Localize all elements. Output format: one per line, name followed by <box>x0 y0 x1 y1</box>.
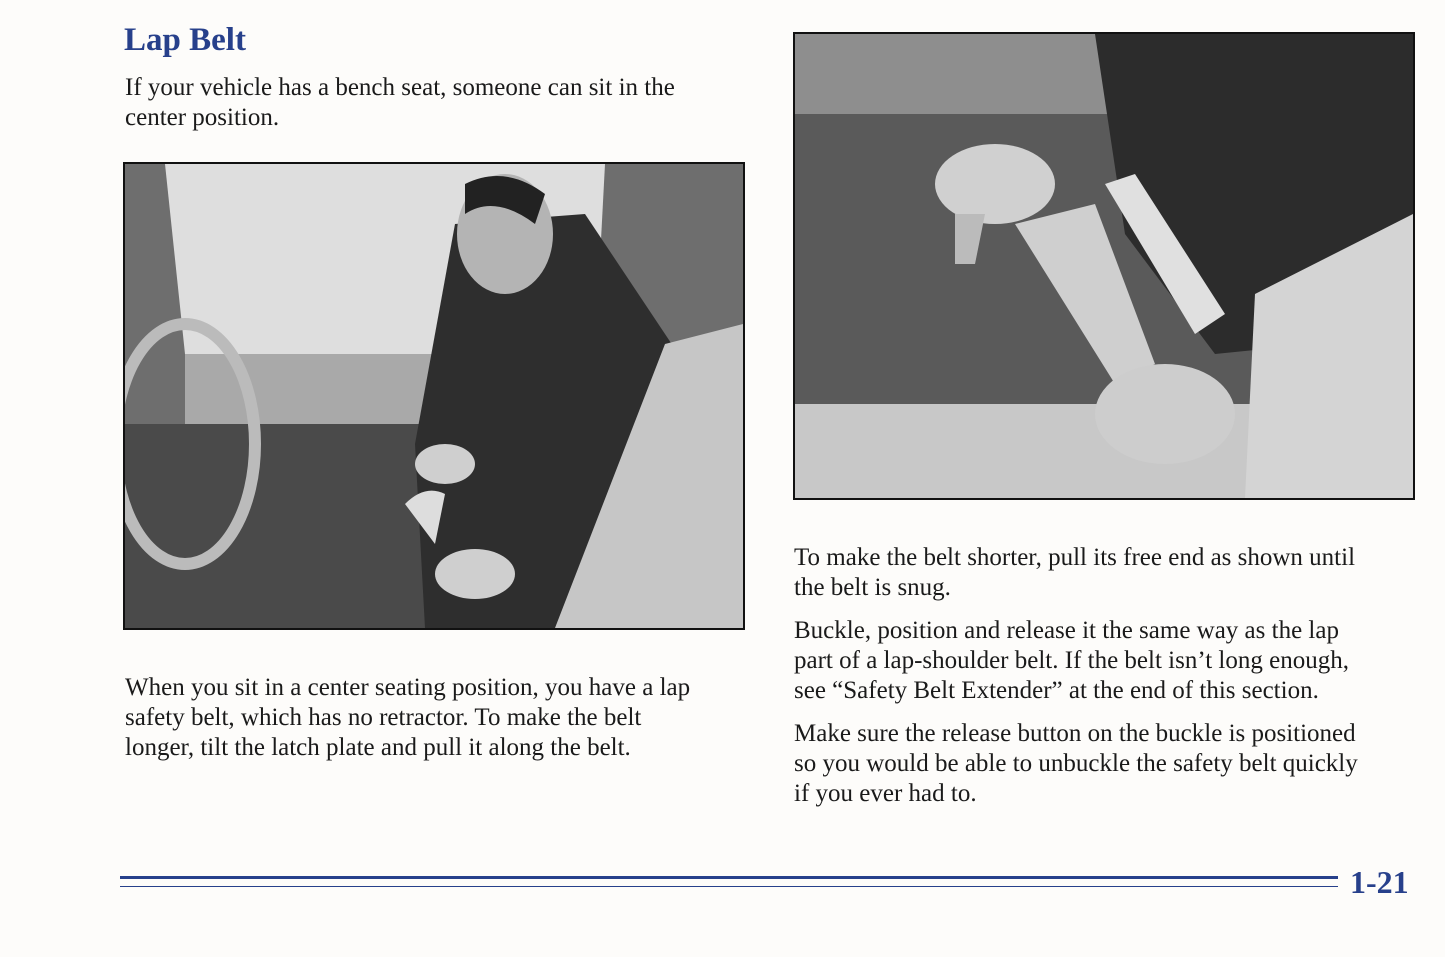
text-line: center position. <box>125 104 280 131</box>
footer-rule-thin <box>120 886 1338 887</box>
text-line: If your vehicle has a bench seat, someone can sit in the <box>125 74 675 101</box>
intro-paragraph <box>125 73 675 133</box>
text-line: see “Safety Belt Extender” at the end of this section. <box>794 677 1319 704</box>
page-number: 1-21 <box>1350 864 1409 900</box>
text-line: When you sit in a center seating position, you have a lap <box>125 674 691 701</box>
text-line: part of a lap-shoulder belt. If the belt isn’t long enough, <box>794 647 1349 674</box>
footer-rule-thick <box>120 876 1338 879</box>
text-line: so you would be able to unbuckle the safety belt quickly <box>794 750 1358 777</box>
lap-belt-illustration <box>123 162 745 630</box>
illustration-man-adjusting-lap-belt-icon <box>125 164 743 628</box>
buckle-paragraph <box>794 616 1349 706</box>
page-title: Lap Belt <box>124 22 246 58</box>
center-seat-paragraph <box>125 673 690 763</box>
text-line: if you ever had to. <box>794 780 977 807</box>
shorten-belt-paragraph <box>794 543 1355 603</box>
text-line: longer, tilt the latch plate and pull it along the belt. <box>125 734 631 761</box>
text-line: safety belt, which has no retractor. To make the belt <box>125 704 642 731</box>
shorten-belt-illustration <box>793 32 1415 500</box>
text-line: the belt is snug. <box>794 574 951 601</box>
text-line: Make sure the release button on the buckle is positioned <box>794 720 1356 747</box>
text-line: Buckle, position and release it the same way as the lap <box>794 617 1339 644</box>
release-button-paragraph <box>794 719 1358 809</box>
illustration-hands-pulling-belt-end-icon <box>795 34 1413 498</box>
text-line: To make the belt shorter, pull its free end as shown until <box>794 544 1356 571</box>
